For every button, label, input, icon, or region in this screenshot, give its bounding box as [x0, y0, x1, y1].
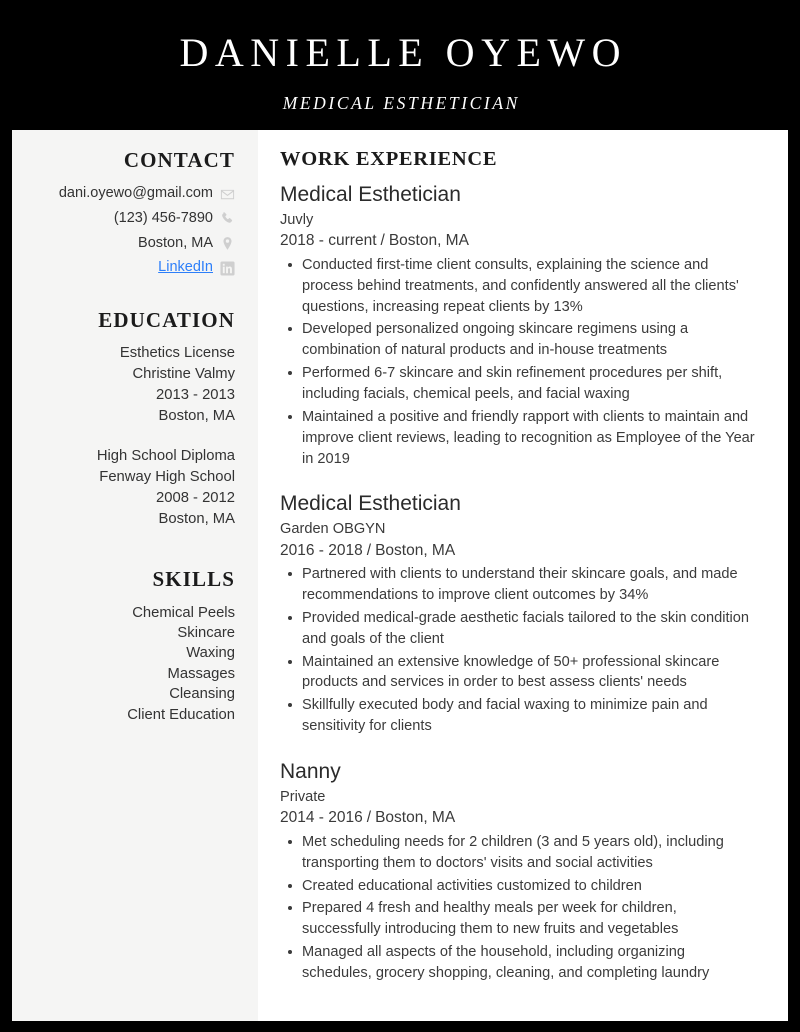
- job-meta-separator: /: [366, 809, 372, 827]
- list-item: Massages: [167, 665, 235, 682]
- list-item: Provided medical-grade aesthetic facials tailored to the skin condition and goals of the client: [280, 608, 758, 650]
- skills-list: [24, 603, 235, 725]
- job-bullet-list: [280, 832, 758, 984]
- job-title: Nanny: [280, 760, 341, 784]
- education-degree: Esthetics License: [119, 345, 235, 362]
- job-company: Juvly: [280, 211, 314, 228]
- work-experience-entry: [280, 491, 758, 737]
- contact-item-email[interactable]: [24, 183, 235, 205]
- list-item: Developed personalized ongoing skincare regimens using a combination of natural products and in-house treatments: [280, 319, 758, 361]
- education-school: Fenway High School: [99, 469, 235, 486]
- education-degree: High School Diploma: [96, 448, 235, 465]
- section-heading-work-experience: WORK EXPERIENCE: [280, 148, 498, 170]
- job-location: Boston, MA: [375, 809, 456, 827]
- job-bullet-list: [280, 255, 758, 470]
- education-location: Boston, MA: [158, 511, 235, 528]
- contact-list: [24, 183, 235, 279]
- job-dates: 2014 - 2016: [280, 809, 363, 827]
- contact-item-linkedin[interactable]: [24, 257, 235, 279]
- list-item: Prepared 4 fresh and healthy meals per week for children, successfully introducing them to new fruits and vegetables: [280, 898, 758, 940]
- job-title: Medical Esthetician: [280, 492, 461, 516]
- linkedin-link[interactable]: LinkedIn: [158, 259, 213, 276]
- resume-header: [0, 0, 800, 130]
- education-school: Christine Valmy: [132, 366, 235, 383]
- work-experience-entry: [280, 182, 758, 469]
- list-item: Skincare: [177, 624, 235, 641]
- list-item: Created educational activities customized to children: [280, 876, 758, 897]
- list-item: Cleansing: [169, 686, 235, 703]
- list-item: Waxing: [186, 645, 235, 662]
- work-experience-entry: [280, 759, 758, 984]
- list-item: Client Education: [127, 706, 235, 723]
- contact-email-text: dani.oyewo@gmail.com: [58, 185, 213, 202]
- sidebar: [12, 130, 258, 1021]
- section-heading-skills: SKILLS: [152, 567, 235, 592]
- main-column: [258, 130, 788, 1021]
- job-company: Private: [280, 788, 326, 805]
- list-item: Performed 6-7 skincare and skin refinement procedures per shift, including facials, chemical peels, and facial waxing: [280, 363, 758, 405]
- resume-body: [12, 130, 788, 1021]
- list-item: Maintained an extensive knowledge of 50+ professional skincare products and services in order to best assess clients' needs: [280, 652, 758, 694]
- education-dates: 2008 - 2012: [156, 490, 235, 507]
- job-bullet-list: [280, 564, 758, 737]
- job-location: Boston, MA: [388, 232, 469, 250]
- location-pin-icon: [220, 236, 235, 251]
- contact-item-location: [24, 233, 235, 255]
- job-meta: [280, 230, 758, 252]
- job-company: Garden OBGYN: [280, 521, 386, 537]
- linkedin-icon[interactable]: [220, 261, 235, 276]
- section-heading-contact: CONTACT: [123, 148, 235, 172]
- list-item: Skillfully executed body and facial waxing to minimize pain and sensitivity for clients: [280, 695, 758, 737]
- list-item: Managed all aspects of the household, including organizing schedules, grocery shopping, cleaning, and completing laundry: [280, 942, 758, 984]
- education-entry: [24, 343, 235, 427]
- phone-icon: [220, 211, 235, 226]
- list-item: Conducted first-time client consults, explaining the science and process behind treatments, and confidently answered all the clients' questions, increasing repeat clients by 13%: [280, 255, 758, 318]
- contact-phone-text: (123) 456-7890: [113, 209, 213, 226]
- education-dates: 2013 - 2013: [156, 387, 235, 404]
- job-meta: [280, 540, 758, 562]
- job-dates: 2018 - current: [280, 232, 377, 250]
- job-location: Boston, MA: [375, 541, 456, 559]
- header-subtitle: MEDICAL ESTHETICIAN: [282, 93, 520, 113]
- job-dates: 2016 - 2018: [280, 541, 363, 559]
- contact-item-phone[interactable]: [24, 208, 235, 230]
- list-item: Partnered with clients to understand their skincare goals, and made recommendations to improve client outcomes by 34%: [280, 564, 758, 606]
- list-item: Chemical Peels: [132, 604, 235, 621]
- job-meta-separator: /: [380, 232, 385, 250]
- page-title: DANIELLE OYEWO: [179, 30, 628, 75]
- job-meta-separator: /: [366, 541, 372, 559]
- section-heading-education: EDUCATION: [98, 308, 235, 333]
- contact-location-text: Boston, MA: [138, 234, 213, 251]
- job-meta: [280, 807, 758, 829]
- envelope-icon: [220, 187, 235, 202]
- list-item: Maintained a positive and friendly rapport with clients to maintain and improve client reviews, leading to recognition as Employee of the Year in 2019: [280, 407, 758, 470]
- education-location: Boston, MA: [158, 408, 235, 425]
- education-entry: [24, 446, 235, 530]
- job-title: Medical Esthetician: [280, 183, 461, 206]
- list-item: Met scheduling needs for 2 children (3 and 5 years old), including transporting them to doctors' visits and social activities: [280, 832, 758, 874]
